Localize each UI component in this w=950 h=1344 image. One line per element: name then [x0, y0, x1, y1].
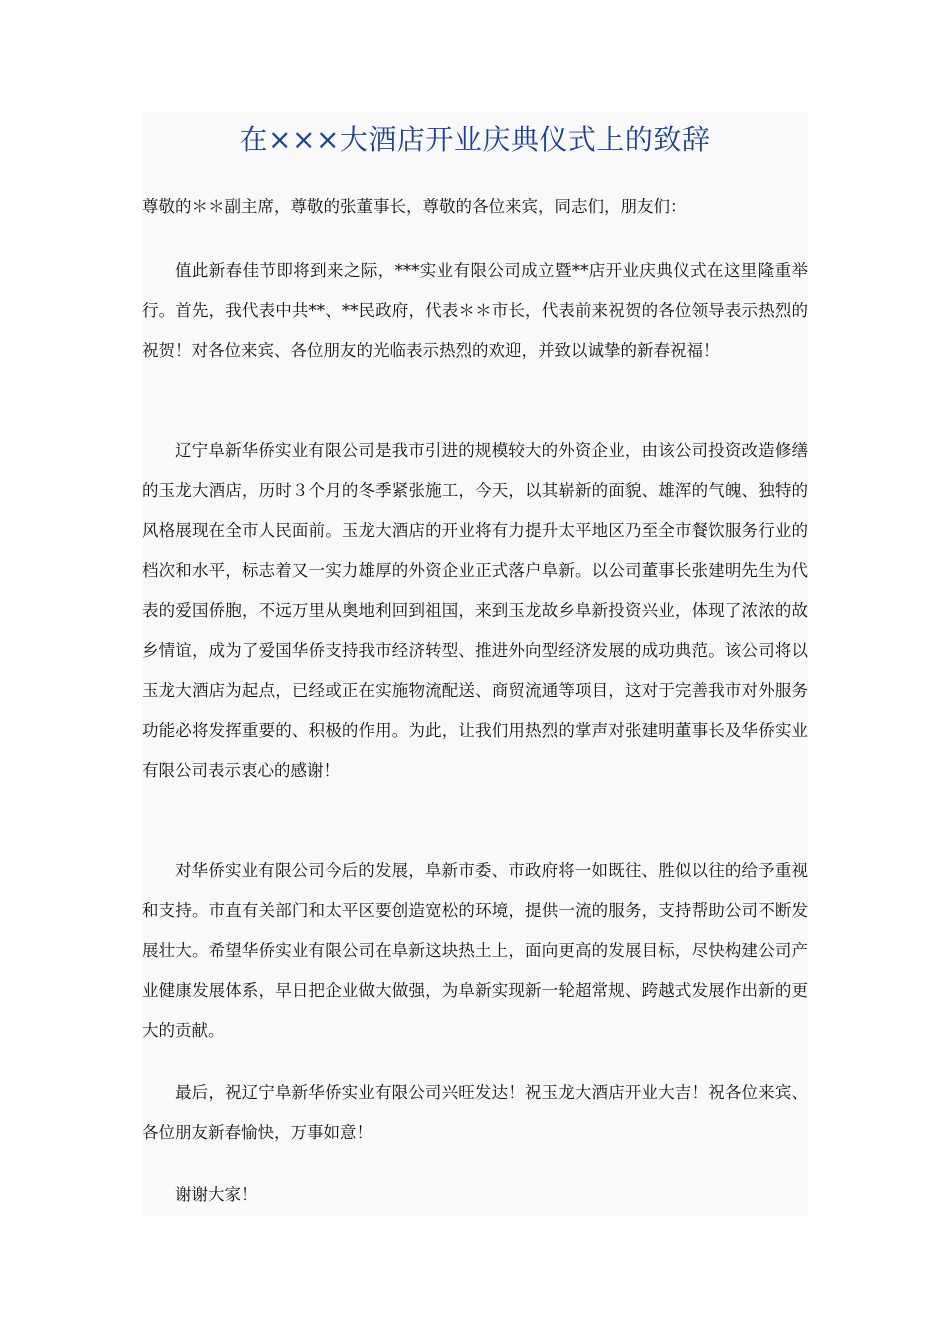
paragraph-closing-wishes: 最后，祝辽宁阜新华侨实业有限公司兴旺发达！祝玉龙大酒店开业大吉！祝各位来宾、各位朋友新春愉快，万事如意！ [142, 1083, 808, 1142]
document-title: 在×××大酒店开业庆典仪式上的致辞 [239, 123, 711, 156]
salutation: 尊敬的＊＊副主席，尊敬的张董事长，尊敬的各位来宾，同志们，朋友们： [142, 197, 687, 216]
paragraph-opening: 值此新春佳节即将到来之际，***实业有限公司成立暨**店开业庆典仪式在这里隆重举行。首先，我代表中共**、**民政府，代表＊＊市长，代表前来祝贺的各位领导表示热烈的祝贺！对各位来宾、各位朋友的光临表示热烈的欢迎，并致以诚挚的新春祝福！ [142, 261, 808, 360]
paragraph-company-intro: 辽宁阜新华侨实业有限公司是我市引进的规模较大的外资企业，由该公司投资改造修缮的玉龙大酒店，历时３个月的冬季紧张施工，今天，以其崭新的面貌、雄浑的气魄、独特的风格展现在全市人民面前。玉龙大酒店的开业将有力提升太平地区乃至全市餐饮服务行业的档次和水平，标志着又一实力雄厚的外资企业正式落户阜新。以公司董事长张建明先生为代表的爱国侨胞，不远万里从奥地利回到祖国，来到玉龙故乡阜新投资兴业，体现了浓浓的故乡情谊，成为了爱国华侨支持我市经济转型、推进外向型经济发展的成功典范。该公司将以玉龙大酒店为起点，已经或正在实施物流配送、商贸流通等项目，这对于完善我市对外服务功能必将发挥重要的、积极的作用。为此，让我们用热烈的掌声对张建明董事长及华侨实业有限公司表示衷心的感谢！ [142, 441, 808, 780]
paragraph-thanks: 谢谢大家！ [175, 1185, 258, 1204]
paragraph-government-support: 对华侨实业有限公司今后的发展，阜新市委、市政府将一如既往、胜似以往的给予重视和支持。市直有关部门和太平区要创造宽松的环境，提供一流的服务，支持帮助公司不断发展壮大。希望华侨实业有限公司在阜新这块热土上，面向更高的发展目标，尽快构建公司产业健康发展体系，早日把企业做大做强，为阜新实现新一轮超常规、跨越式发展作出新的更大的贡献。 [142, 861, 808, 1040]
